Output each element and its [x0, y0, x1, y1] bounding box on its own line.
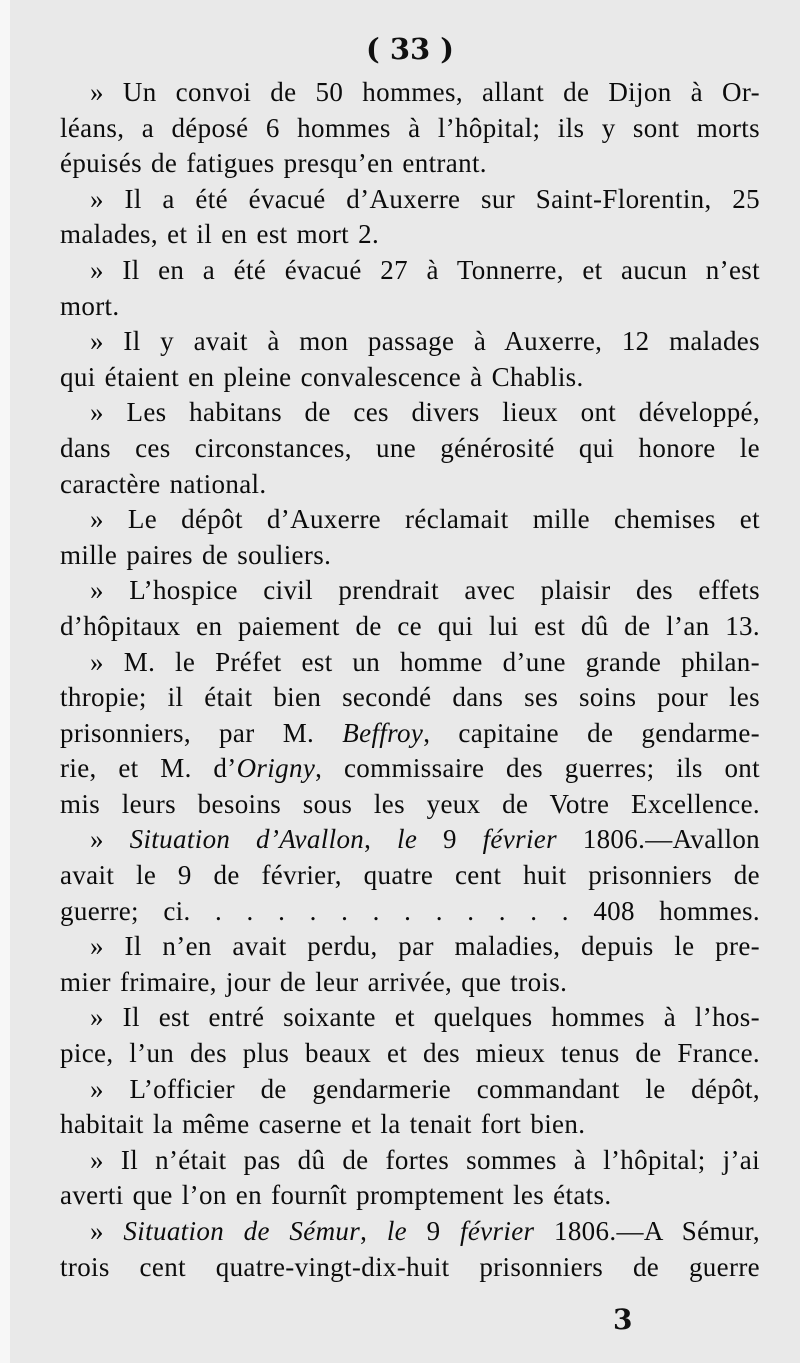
text-line: » Il est entré soixante et quelques hommes à l’hos- [90, 1002, 760, 1033]
text-line: » Il n’en avait perdu, par maladies, depuis le pre- [90, 931, 760, 962]
text-line: » Situation d’Avallon, le 9 février 1806.—Avallon [90, 824, 761, 855]
text-line: rie, et M. d’Origny, commissaire des guerres; ils ont [60, 753, 761, 784]
text-line: mis leurs besoins sous les yeux de Votre Excellence. [60, 788, 760, 819]
text-line: » Situation de Sémur, le 9 février 1806.—A Sémur, [90, 1216, 761, 1246]
text-line: d’hôpitaux en paiement de ce qui lui est dû de l’an 13. [60, 610, 760, 641]
text-line: » Les habitans de ces divers lieux ont développé, [90, 397, 760, 428]
text-line: » Il n’était pas dû de fortes sommes à l’hôpital; j’ai [90, 1144, 760, 1175]
text-line: malades, et il en est mort 2. [60, 219, 380, 250]
text-line: qui étaient en pleine convalescence à Chablis. [60, 361, 584, 392]
text-line: pice, l’un des plus beaux et des mieux tenus de France. [60, 1038, 760, 1069]
text-line: trois cent quatre-vingt-dix-huit prisonniers de guerre [60, 1251, 760, 1282]
text-line: dans ces circonstances, une générosité qui honore le [60, 432, 760, 463]
body-text [60, 75, 760, 1285]
text-line: mort. [60, 290, 120, 321]
text-line: guerre; ci. . . . . . . . . . . . . 408 hommes. [60, 895, 760, 926]
text-line: averti que l’on en fournît promptement les états. [60, 1180, 612, 1211]
text-line: » Il y avait à mon passage à Auxerre, 12 malades [90, 326, 760, 357]
text-line: caractère national. [60, 468, 267, 499]
page-number: ( 33 ) [366, 32, 454, 66]
text-line: » Il en a été évacué 27 à Tonnerre, et aucun n’est [90, 254, 760, 285]
signature-mark: 3 [613, 1303, 633, 1336]
text-line: » M. le Préfet est un homme d’une grande philan- [90, 646, 760, 677]
text-line: mille paires de souliers. [60, 539, 332, 570]
text-line: léans, a déposé 6 hommes à l’hôpital; ils y sont morts [60, 112, 760, 143]
text-line: » L’hospice civil prendrait avec plaisir des effets [90, 575, 760, 606]
text-line: prisonniers, par M. Beffroy, capitaine de gendarme- [60, 717, 760, 748]
text-line: » Le dépôt d’Auxerre réclamait mille chemises et [90, 504, 760, 535]
text-line: mier frimaire, jour de leur arrivée, que trois. [60, 966, 568, 997]
text-line: » L’officier de gendarmerie commandant le dépôt, [90, 1073, 760, 1104]
text-line: » Il a été évacué d’Auxerre sur Saint-Florentin, 25 [90, 183, 760, 214]
text-line: avait le 9 de février, quatre cent huit prisonniers de [60, 860, 760, 891]
text-line: thropie; il était bien secondé dans ses soins pour les [60, 682, 760, 713]
text-line: » Un convoi de 50 hommes, allant de Dijon à Or- [90, 77, 760, 107]
text-line: épuisés de fatigues presqu’en entrant. [60, 148, 487, 179]
text-line: habitait la même caserne et la tenait fort bien. [60, 1109, 586, 1140]
